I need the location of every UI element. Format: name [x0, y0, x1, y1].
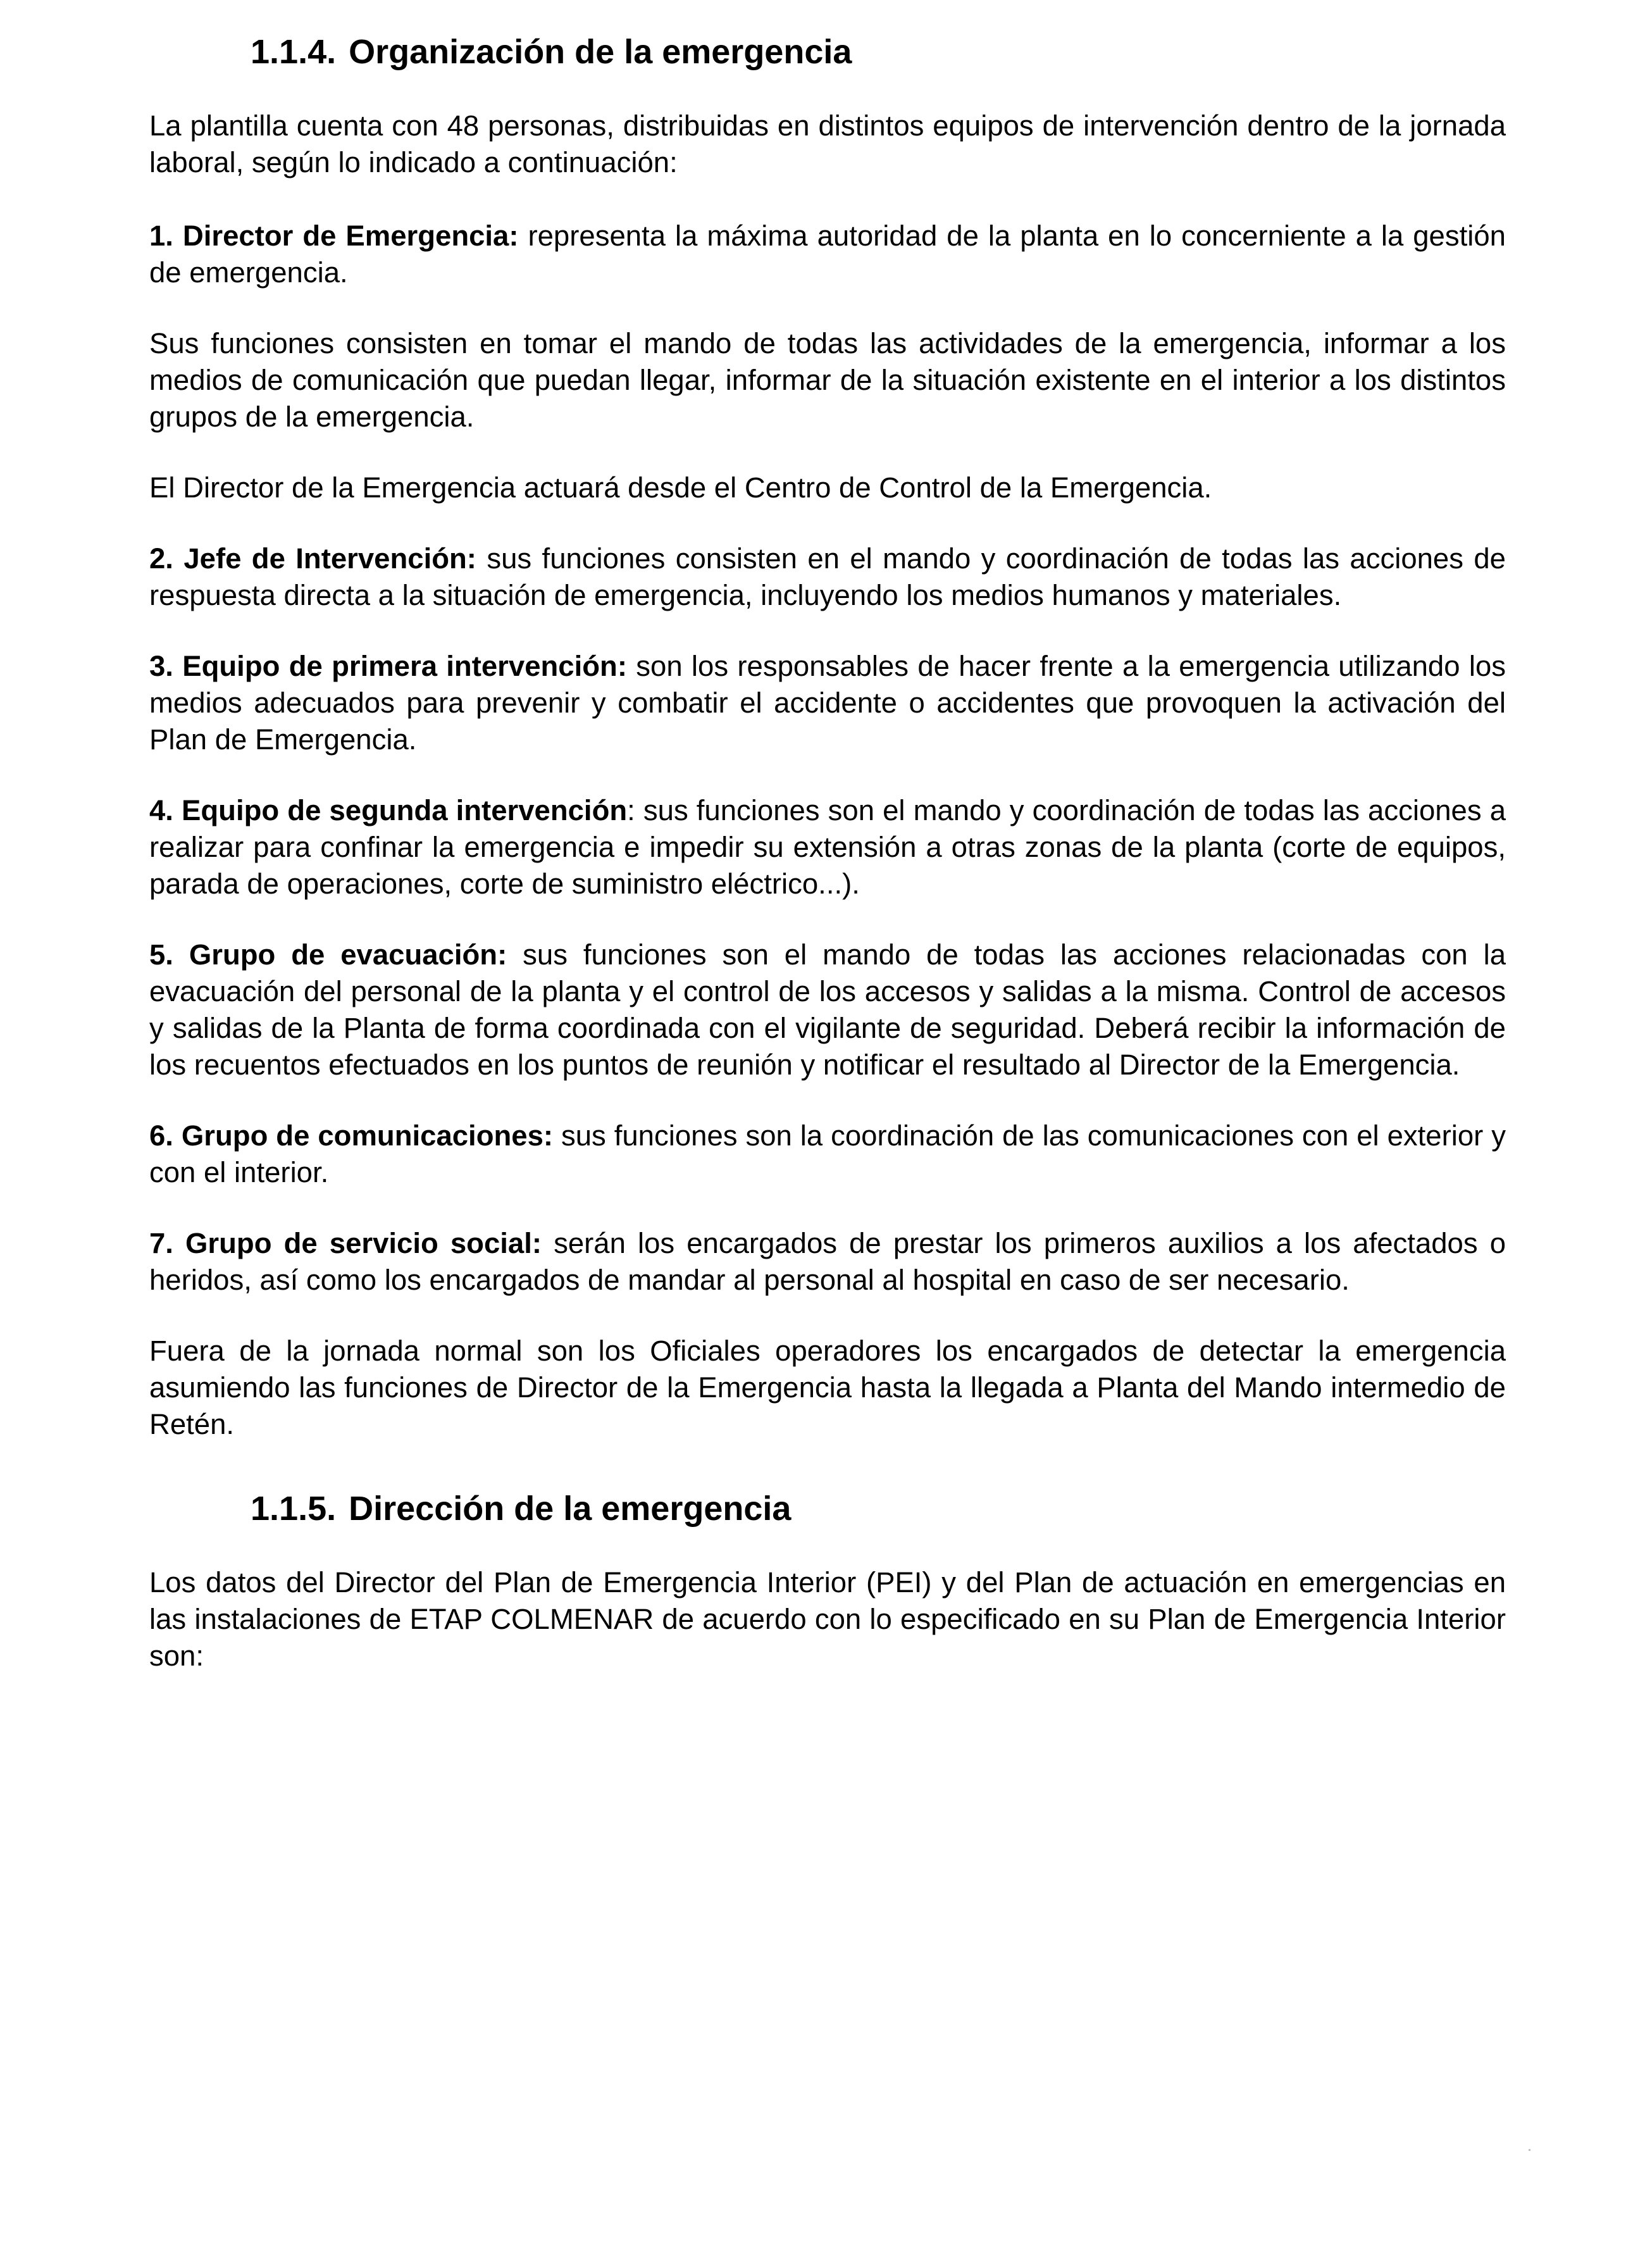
section-title: Organización de la emergencia — [349, 33, 852, 71]
item-director-emergencia — [149, 218, 1506, 291]
item-label: 1. Director de Emergencia: — [149, 220, 519, 252]
item-segunda-intervencion — [149, 792, 1506, 902]
item-label: 7. Grupo de servicio social: — [149, 1227, 542, 1259]
item-label: 3. Equipo de primera intervención: — [149, 650, 627, 682]
item-text: serán los encargados de prestar los primeros auxilios a los afectados o heridos, así como los encargados de mandar al personal al hospital en caso de ser necesario. — [149, 1227, 1506, 1296]
item-label: 6. Grupo de comunicaciones: — [149, 1119, 554, 1152]
director-functions-paragraph: Sus funciones consisten en tomar el mando de todas las actividades de la emergencia, informar a los medios de comunicación que puedan llegar, informar de la situación existente en el interior a los distintos grupos de la emergencia. — [149, 327, 1506, 433]
section-heading-1-1-4 — [149, 32, 1506, 82]
item-text: sus funciones son el mando de todas las acciones relacionadas con la evacuación del personal de la planta y el control de los accesos y salidas a la misma. Control de accesos y salidas de la Planta de forma coordinada con el vigilante de seguridad. Deberá recibir la información de los recuentos efectuados en los puntos de reunión y notificar el resultado al Director de la Emergencia. — [149, 938, 1506, 1081]
item-text: sus funciones son la coordinación de las comunicaciones con el exterior y con el interior. — [149, 1119, 1506, 1188]
item-label: 4. Equipo de segunda intervención — [149, 794, 628, 826]
direction-paragraph: Los datos del Director del Plan de Emergencia Interior (PEI) y del Plan de actuación en emergencias en las instalaciones de ETAP COLMENAR de acuerdo con lo especificado en su Plan de Emergencia Interior son: — [149, 1566, 1506, 1672]
item-label: 2. Jefe de Intervención: — [149, 542, 476, 575]
outside-hours-paragraph: Fuera de la jornada normal son los Oficiales operadores los encargados de detectar la emergencia asumiendo las funciones de Director de la Emergencia hasta la llegada a Planta del Mando intermedio de Retén. — [149, 1335, 1506, 1440]
item-primera-intervencion — [149, 648, 1506, 758]
page-content — [149, 32, 1506, 1674]
item-grupo-servicio-social — [149, 1225, 1506, 1299]
scan-dot — [1529, 2149, 1530, 2151]
item-text: : sus funciones son el mando y coordinación de todas las acciones a realizar para confinar la emergencia e impedir su extensión a otras zonas de la planta (corte de equipos, parada de operaciones, corte de suministro eléctrico...). — [149, 794, 1506, 900]
item-text: representa la máxima autoridad de la planta en lo concerniente a la gestión de emergencia. — [149, 220, 1506, 289]
item-grupo-comunicaciones — [149, 1118, 1506, 1191]
section-heading-1-1-5 — [149, 1488, 1506, 1539]
item-grupo-evacuacion — [149, 937, 1506, 1083]
item-label: 5. Grupo de evacuación: — [149, 938, 507, 971]
section-number: 1.1.5. — [251, 1490, 337, 1528]
item-jefe-intervencion — [149, 540, 1506, 614]
item-text: son los responsables de hacer frente a la emergencia utilizando los medios adecuados para prevenir y combatir el accidente o accidentes que provoquen la activación del Plan de Emergencia. — [149, 650, 1506, 756]
section-number: 1.1.4. — [251, 33, 337, 71]
intro-paragraph: La plantilla cuenta con 48 personas, distribuidas en distintos equipos de intervención dentro de la jornada laboral, según lo indicado a continuación: — [149, 109, 1506, 178]
section-title: Dirección de la emergencia — [349, 1490, 791, 1528]
director-location-paragraph: El Director de la Emergencia actuará desde el Centro de Control de la Emergencia. — [149, 471, 1212, 504]
item-text: sus funciones consisten en el mando y coordinación de todas las acciones de respuesta directa a la situación de emergencia, incluyendo los medios humanos y materiales. — [149, 542, 1506, 611]
